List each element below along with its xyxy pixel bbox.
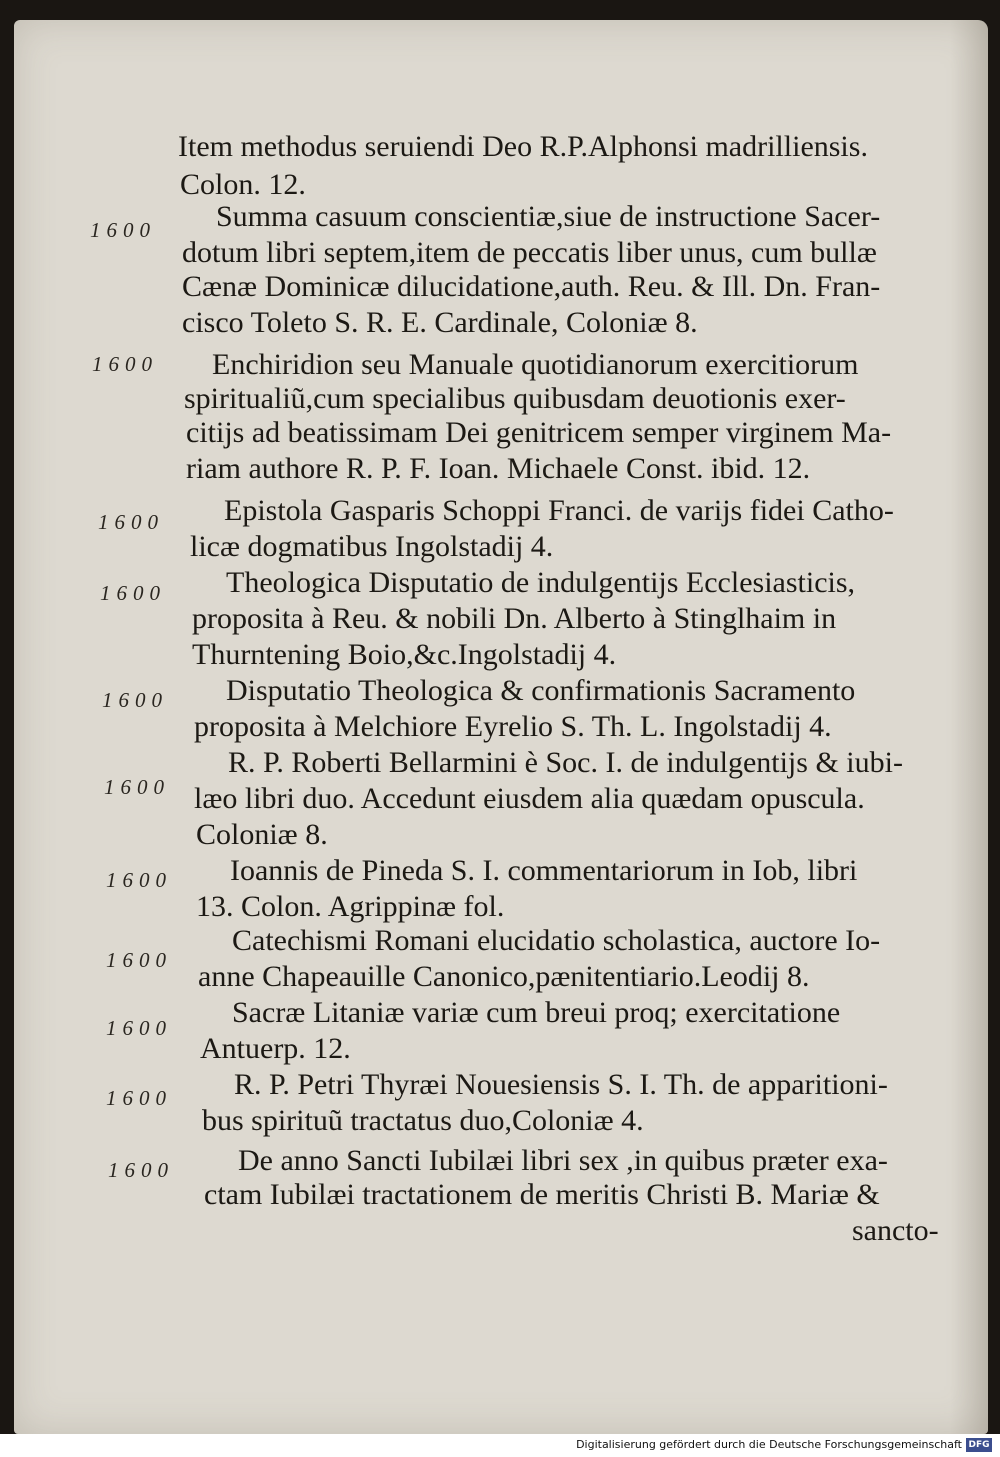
text-line: spiritualiũ,cum specialibus quibusdam deuotionis exer- xyxy=(184,382,846,415)
text-line: Disputatio Theologica & confirmationis Sacramento xyxy=(226,674,856,707)
margin-year: 1600 xyxy=(98,510,164,534)
dfg-logo: DFG xyxy=(966,1438,992,1452)
text-line: Item methodus seruiendi Deo R.P.Alphonsi madrilliensis. xyxy=(178,130,868,163)
text-line: R. P. Roberti Bellarmini è Soc. I. de indulgentijs & iubi- xyxy=(228,746,903,779)
margin-year: 1600 xyxy=(106,1016,172,1040)
text-line: Theologica Disputatio de indulgentijs Ecclesiasticis, xyxy=(226,566,856,599)
text-line: Epistola Gasparis Schoppi Franci. de varijs fidei Catho- xyxy=(224,494,894,527)
text-line: proposita à Melchiore Eyrelio S. Th. L. Ingolstadij 4. xyxy=(194,710,832,743)
footer-bar xyxy=(0,1434,1000,1457)
text-line: 13. Colon. Agrippinæ fol. xyxy=(196,890,505,923)
book-page xyxy=(14,20,988,1434)
margin-year: 1600 xyxy=(106,1086,172,1110)
text-line: sancto- xyxy=(852,1214,939,1247)
margin-year: 1600 xyxy=(102,688,168,712)
text-line: Catechismi Romani elucidatio scholastica, auctore Io- xyxy=(232,924,881,957)
text-line: Colon. 12. xyxy=(180,168,306,201)
margin-year: 1600 xyxy=(90,218,156,242)
text-line: Sacræ Litaniæ variæ cum breui proq; exercitatione xyxy=(232,996,841,1029)
margin-year: 1600 xyxy=(100,581,166,605)
text-line: De anno Sancti Iubilæi libri sex ,in quibus præter exa- xyxy=(238,1144,888,1177)
text-line: proposita à Reu. & nobili Dn. Alberto à Stinglhaim in xyxy=(192,602,837,635)
text-line: licæ dogmatibus Ingolstadij 4. xyxy=(190,530,554,563)
funding-credit: Digitalisierung gefördert durch die Deutsche Forschungsgemeinschaft xyxy=(576,1438,962,1451)
margin-year: 1600 xyxy=(104,775,170,799)
text-line: Ioannis de Pineda S. I. commentariorum in Iob, libri xyxy=(230,854,858,887)
text-line: Enchiridion seu Manuale quotidianorum exercitiorum xyxy=(212,348,859,381)
page-gutter-shadow xyxy=(950,20,988,1434)
text-line: R. P. Petri Thyræi Nouesiensis S. I. Th. de apparitioni- xyxy=(234,1068,888,1101)
text-line: dotum libri septem,item de peccatis liber unus, cum bullæ xyxy=(182,236,877,269)
margin-year: 1600 xyxy=(106,948,172,972)
text-line: bus spirituũ tractatus duo,Coloniæ 4. xyxy=(202,1104,644,1137)
text-line: Summa casuum conscientiæ,siue de instructione Sacer- xyxy=(216,200,881,233)
margin-year: 1600 xyxy=(108,1158,174,1182)
text-line: cisco Toleto S. R. E. Cardinale, Coloniæ 8. xyxy=(182,306,698,339)
text-line: Antuerp. 12. xyxy=(200,1032,351,1065)
margin-year: 1600 xyxy=(106,868,172,892)
margin-year: 1600 xyxy=(92,352,158,376)
text-line: anne Chapeauille Canonico,pænitentiario.Leodij 8. xyxy=(198,960,810,993)
text-line: citijs ad beatissimam Dei genitricem semper virginem Ma- xyxy=(186,416,892,449)
text-line: ctam Iubilæi tractationem de meritis Christi B. Mariæ & xyxy=(204,1178,880,1211)
text-line: Thurntening Boio,&c.Ingolstadij 4. xyxy=(192,638,617,671)
text-line: Coloniæ 8. xyxy=(196,818,328,851)
text-line: læo libri duo. Accedunt eiusdem alia quædam opuscula. xyxy=(194,782,865,815)
text-line: Cænæ Dominicæ dilucidatione,auth. Reu. & Ill. Dn. Fran- xyxy=(182,270,881,303)
text-line: riam authore R. P. F. Ioan. Michaele Const. ibid. 12. xyxy=(186,452,811,485)
